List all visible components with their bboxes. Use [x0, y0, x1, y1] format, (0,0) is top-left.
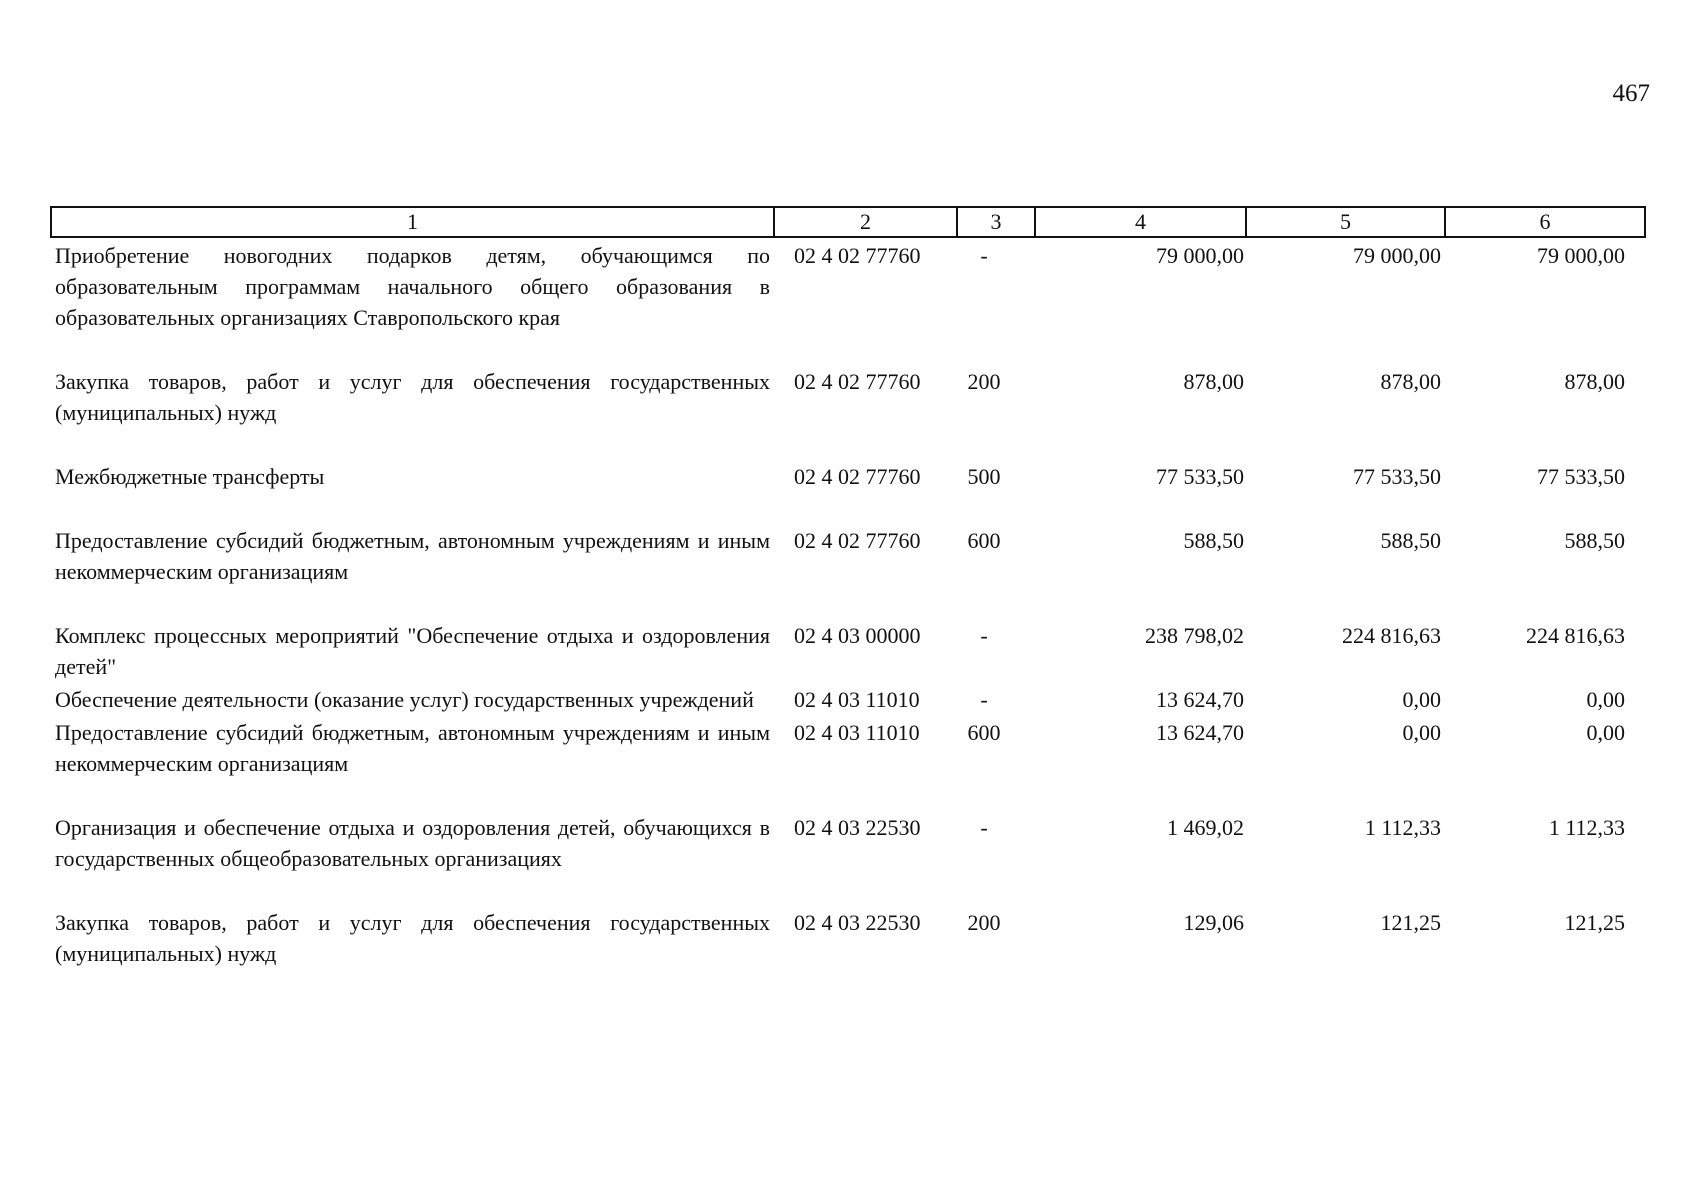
row-type: - — [980, 623, 988, 648]
page-number: 467 — [1612, 80, 1650, 107]
row-value-6: 121,25 — [1564, 910, 1625, 935]
table-header — [51, 207, 1645, 237]
row-code: 02 4 03 11010 — [794, 687, 920, 712]
row-name: Предоставление субсидий бюджетным, автономным учреждениям и иным некоммерческим организациям — [55, 720, 770, 776]
row-value-5: 0,00 — [1402, 687, 1441, 712]
table-body — [51, 237, 1645, 969]
row-value-4: 1 469,02 — [1167, 815, 1244, 840]
table-row — [51, 618, 1645, 682]
column-header-6: 6 — [1445, 207, 1645, 237]
column-header-4: 4 — [1035, 207, 1246, 237]
row-name: Предоставление субсидий бюджетным, автономным учреждениям и иным некоммерческим организациям — [55, 528, 770, 584]
row-value-4: 588,50 — [1183, 528, 1244, 553]
row-type: 600 — [967, 720, 1001, 745]
row-name: Закупка товаров, работ и услуг для обеспечения государственных (муниципальных) нужд — [55, 369, 770, 425]
row-value-5: 1 112,33 — [1364, 815, 1441, 840]
row-type: 500 — [967, 464, 1001, 489]
table-row — [51, 237, 1645, 364]
row-value-6: 0,00 — [1586, 687, 1625, 712]
table-row — [51, 905, 1645, 969]
row-value-6: 224 816,63 — [1526, 623, 1625, 648]
row-value-5: 79 000,00 — [1353, 243, 1441, 268]
row-name: Организация и обеспечение отдыха и оздоровления детей, обучающихся в государственных общеобразовательных организациях — [55, 815, 770, 871]
row-code: 02 4 03 00000 — [794, 623, 921, 648]
row-value-5: 878,00 — [1380, 369, 1441, 394]
column-header-2: 2 — [774, 207, 957, 237]
table-row — [51, 682, 1645, 715]
row-value-4: 77 533,50 — [1156, 464, 1244, 489]
row-value-5: 0,00 — [1402, 720, 1441, 745]
row-name: Закупка товаров, работ и услуг для обеспечения государственных (муниципальных) нужд — [55, 910, 770, 966]
header-row — [51, 207, 1645, 237]
row-value-6: 79 000,00 — [1537, 243, 1625, 268]
row-type: 200 — [967, 369, 1001, 394]
row-code: 02 4 02 77760 — [794, 464, 921, 489]
row-name: Обеспечение деятельности (оказание услуг) государственных учреждений — [55, 687, 754, 712]
row-code: 02 4 02 77760 — [794, 369, 921, 394]
row-value-4: 878,00 — [1183, 369, 1244, 394]
row-value-4: 79 000,00 — [1156, 243, 1244, 268]
row-name: Комплекс процессных мероприятий "Обеспечение отдыха и оздоровления детей" — [55, 623, 770, 679]
table-row — [51, 459, 1645, 523]
row-value-5: 224 816,63 — [1342, 623, 1441, 648]
row-type: - — [980, 243, 988, 268]
row-code: 02 4 02 77760 — [794, 528, 921, 553]
column-header-5: 5 — [1246, 207, 1445, 237]
row-value-6: 588,50 — [1564, 528, 1625, 553]
row-value-4: 13 624,70 — [1156, 720, 1244, 745]
row-value-6: 1 112,33 — [1548, 815, 1625, 840]
table-row — [51, 715, 1645, 810]
row-value-6: 878,00 — [1564, 369, 1625, 394]
row-code: 02 4 03 22530 — [794, 815, 921, 840]
row-type: 200 — [967, 910, 1001, 935]
table-row — [51, 364, 1645, 459]
row-type: 600 — [967, 528, 1001, 553]
row-code: 02 4 03 11010 — [794, 720, 920, 745]
row-value-5: 121,25 — [1380, 910, 1441, 935]
row-type: - — [980, 687, 988, 712]
row-value-6: 0,00 — [1586, 720, 1625, 745]
row-value-5: 588,50 — [1380, 528, 1441, 553]
row-name: Приобретение новогодних подарков детям, обучающимся по образовательным программам начального общего образования в образовательных организациях Ставропольского края — [55, 243, 770, 330]
row-value-4: 13 624,70 — [1156, 687, 1244, 712]
row-type: - — [980, 815, 988, 840]
row-value-4: 129,06 — [1183, 910, 1244, 935]
table-row — [51, 810, 1645, 905]
budget-table — [50, 206, 1646, 969]
table-row — [51, 523, 1645, 618]
column-header-1: 1 — [51, 207, 774, 237]
row-code: 02 4 02 77760 — [794, 243, 921, 268]
row-value-6: 77 533,50 — [1537, 464, 1625, 489]
row-name: Межбюджетные трансферты — [55, 464, 325, 489]
row-code: 02 4 03 22530 — [794, 910, 921, 935]
row-value-5: 77 533,50 — [1353, 464, 1441, 489]
column-header-3: 3 — [957, 207, 1035, 237]
row-value-4: 238 798,02 — [1145, 623, 1244, 648]
